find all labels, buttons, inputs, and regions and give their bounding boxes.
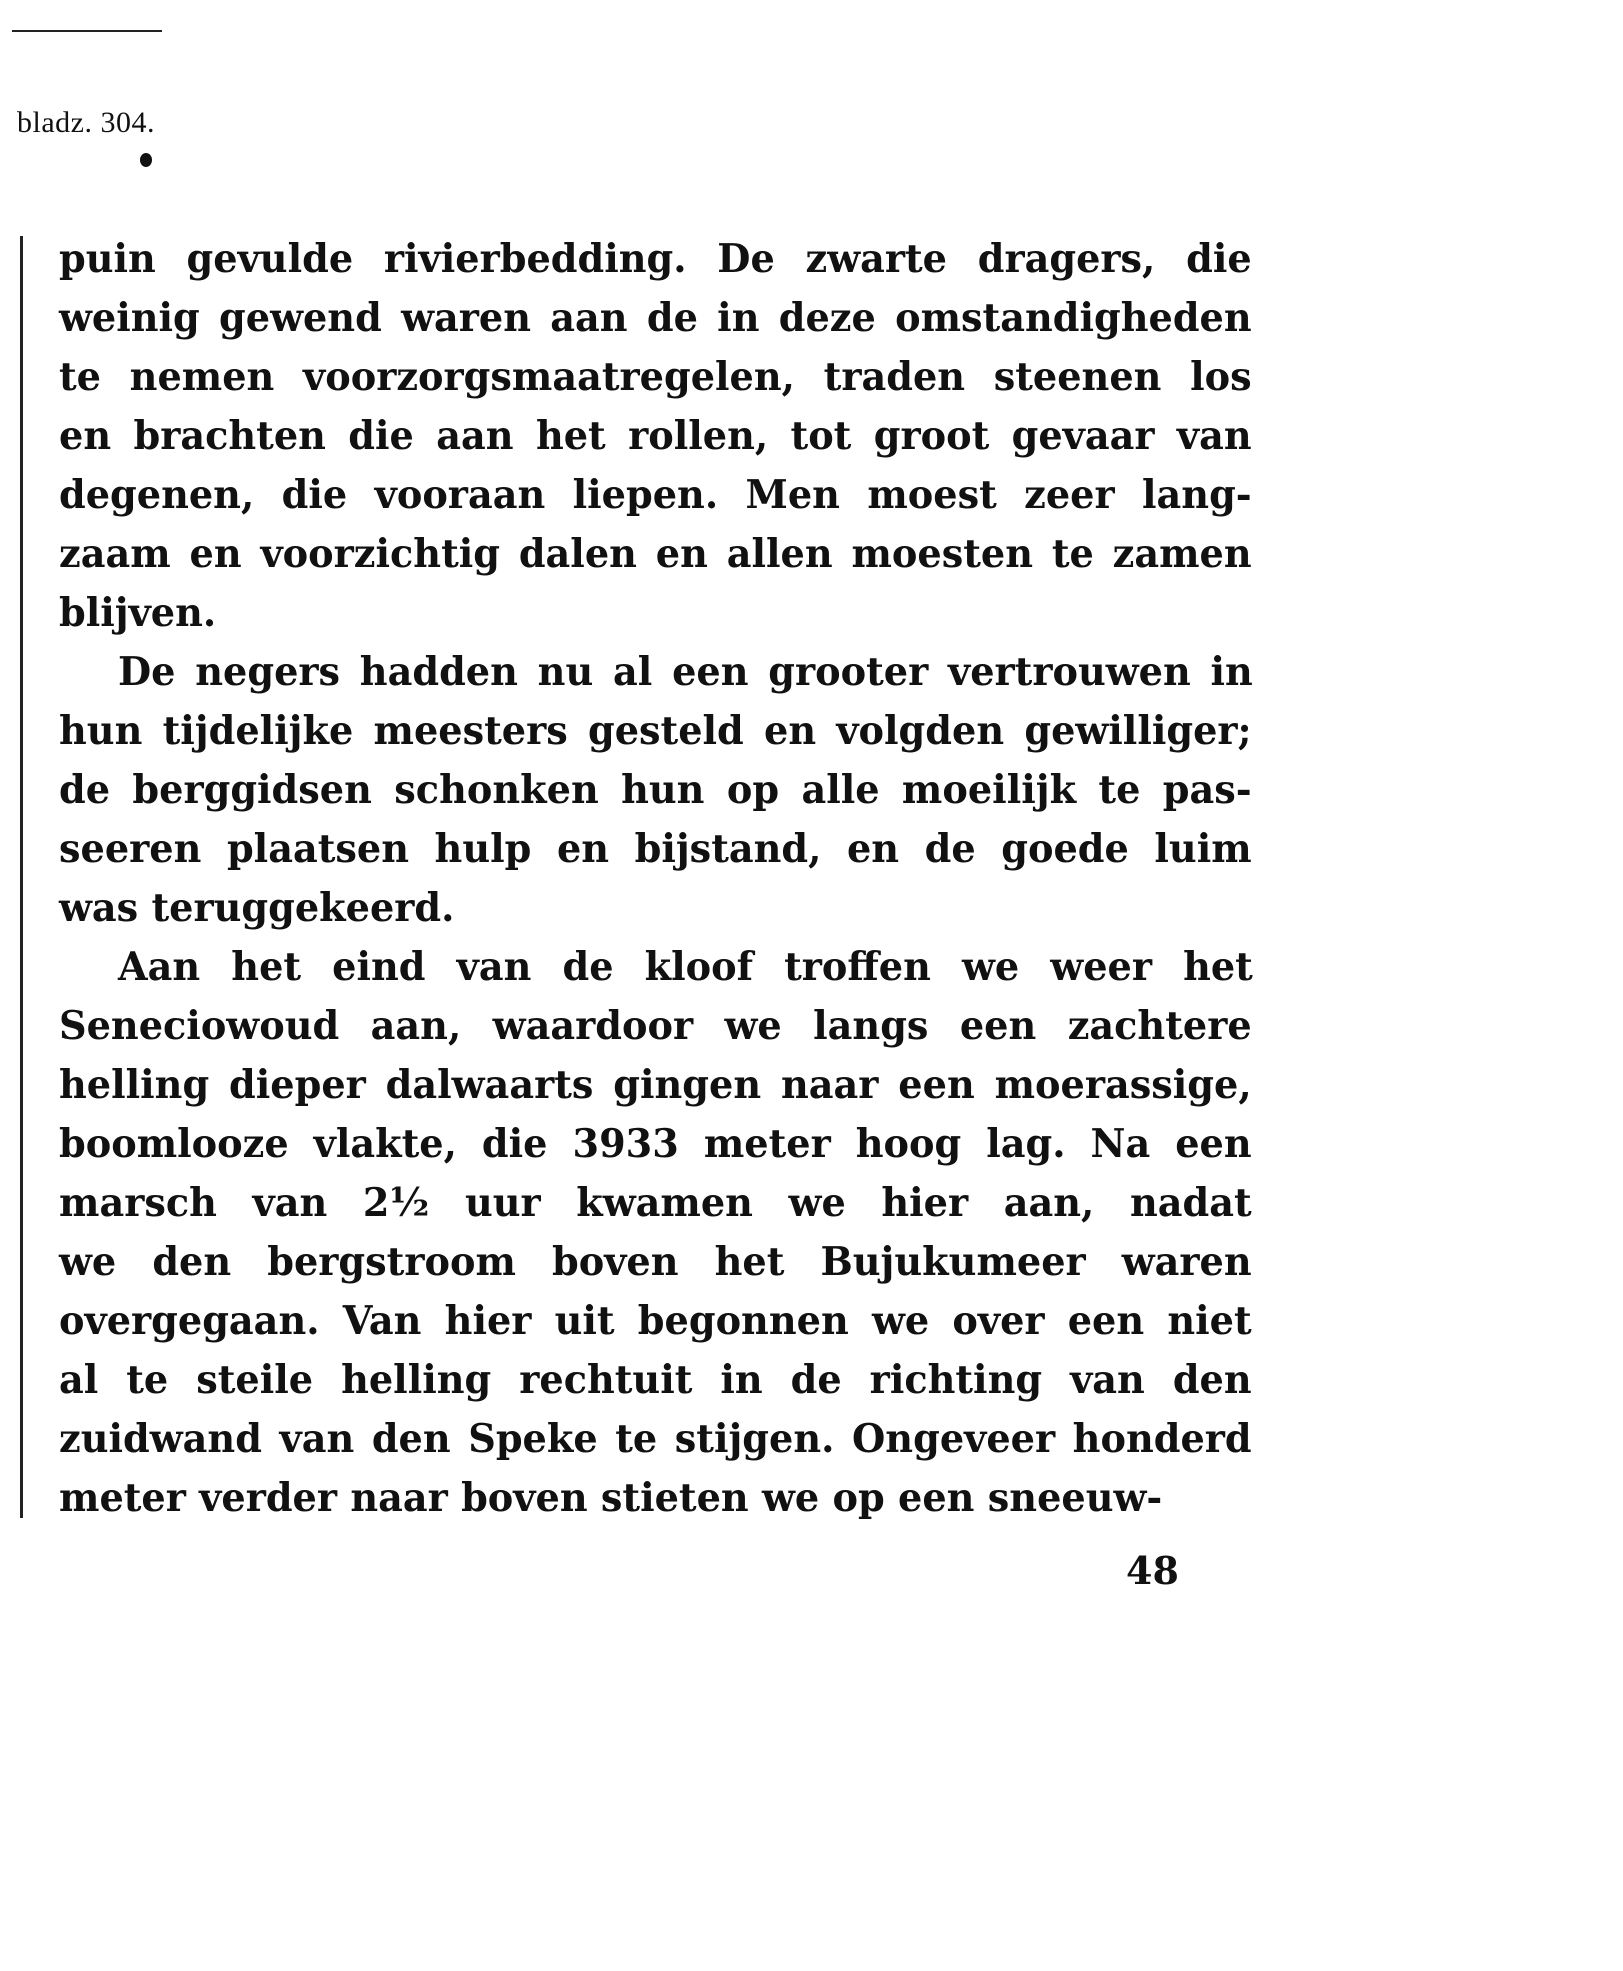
text-line: Seneciowoud aan, waardoor we langs een zachtere bbox=[59, 1003, 1252, 1049]
bullet-mark bbox=[140, 153, 152, 167]
text-line: was teruggekeerd. bbox=[59, 885, 455, 931]
page-number: 48 bbox=[1126, 1548, 1179, 1593]
text-line: meter verder naar boven stieten we op een sneeuw- bbox=[59, 1475, 1163, 1521]
margin-bar bbox=[20, 236, 23, 1518]
top-rule bbox=[12, 30, 162, 32]
text-line: marsch van 2½ uur kwamen we hier aan, nadat bbox=[59, 1180, 1252, 1226]
text-line: puin gevulde rivierbedding. De zwarte dragers, die bbox=[59, 236, 1252, 282]
text-line: seeren plaatsen hulp en bijstand, en de goede luim bbox=[59, 826, 1252, 872]
text-line: blijven. bbox=[59, 590, 217, 636]
text-line: hun tijdelijke meesters gesteld en volgden gewilliger; bbox=[59, 708, 1252, 754]
page-reference: bladz. 304. bbox=[17, 106, 155, 139]
text-line: te nemen voorzorgsmaatregelen, traden steenen los bbox=[59, 354, 1252, 400]
text-line: zaam en voorzichtig dalen en allen moesten te zamen bbox=[59, 531, 1252, 577]
text-line: overgegaan. Van hier uit begonnen we over een niet bbox=[59, 1298, 1252, 1344]
text-line: boomlooze vlakte, die 3933 meter hoog lag. Na een bbox=[59, 1121, 1252, 1167]
text-line: helling dieper dalwaarts gingen naar een moerassige, bbox=[59, 1062, 1252, 1108]
text-line: De negers hadden nu al een grooter vertrouwen in bbox=[118, 649, 1253, 695]
text-line: Aan het eind van de kloof troffen we weer het bbox=[118, 944, 1253, 990]
text-line: weinig gewend waren aan de in deze omstandigheden bbox=[59, 295, 1252, 341]
text-line: al te steile helling rechtuit in de richting van den bbox=[59, 1357, 1252, 1403]
text-line: en brachten die aan het rollen, tot groot gevaar van bbox=[59, 413, 1252, 459]
text-line: we den bergstroom boven het Bujukumeer waren bbox=[59, 1239, 1252, 1285]
text-line: de berggidsen schonken hun op alle moeilijk te pas- bbox=[59, 767, 1252, 813]
text-line: degenen, die vooraan liepen. Men moest zeer lang- bbox=[59, 472, 1252, 518]
text-line: zuidwand van den Speke te stijgen. Ongeveer honderd bbox=[59, 1416, 1252, 1462]
